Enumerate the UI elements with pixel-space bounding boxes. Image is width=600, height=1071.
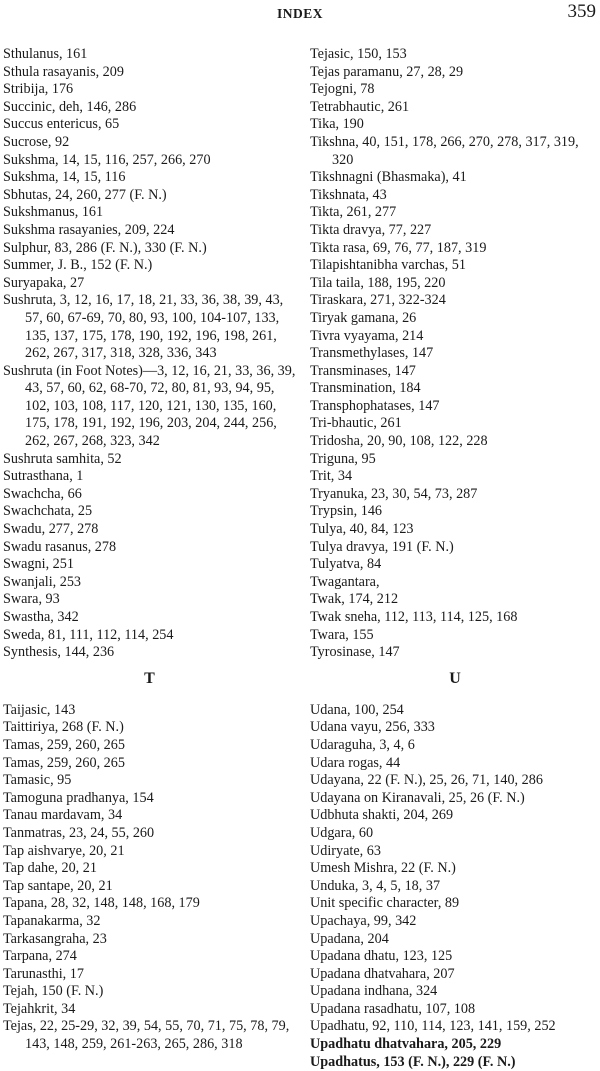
index-entry: Unduka, 3, 4, 5, 18, 37 (310, 877, 441, 894)
index-entry: Tyrosinase, 147 (310, 644, 400, 661)
index-entry: Swagni, 251 (3, 556, 74, 573)
index-entry: Sukshma rasayanies, 209, 224 (3, 221, 175, 238)
index-entry: Stribija, 176 (3, 81, 74, 98)
index-entry: Udana vayu, 256, 333 (310, 719, 435, 736)
index-entry: Twak sneha, 112, 113, 114, 125, 168 (310, 609, 518, 625)
index-entry: Tikshnata, 43 (310, 186, 387, 203)
index-entry: Swachcha, 66 (3, 485, 82, 502)
index-entry: Udiryate, 63 (310, 842, 381, 859)
index-entry: Tikshna, 40, 151, 178, 266, 270, 278, 317, 319, 320 (310, 133, 579, 168)
index-entry: Udayana on Kiranavali, 25, 26 (F. N.) (310, 789, 525, 806)
index-entry: Udayana, 22 (F. N.), 25, 26, 71, 140, 286 (310, 772, 543, 789)
index-entry: Swachchata, 25 (3, 503, 93, 520)
entries-s-list (3, 46, 296, 662)
index-entry: Twagantara, (310, 573, 380, 590)
index-entry: Sthulanus, 161 (3, 46, 88, 62)
index-entry: Tulyatva, 84 (310, 556, 382, 573)
index-entry: Tulya, 40, 84, 123 (310, 521, 414, 538)
index-entry: Tikta dravya, 77, 227 (310, 221, 432, 238)
index-entry: Upachaya, 99, 342 (310, 912, 417, 929)
index-entry: Tejas, 22, 25-29, 32, 39, 54, 55, 70, 71, 75, 78, 79, 143, 148, 259, 261-263, 265, 286, 318 (3, 1018, 290, 1053)
index-entry: Unit specific character, 89 (310, 895, 460, 912)
index-entry: Tika, 190 (310, 116, 364, 133)
index-entry: Tapanakarma, 32 (3, 912, 101, 929)
index-entry: Transphophatases, 147 (310, 397, 440, 414)
index-entry: Suryapaka, 27 (3, 274, 85, 291)
index-entry: Tikta rasa, 69, 76, 77, 187, 319 (310, 239, 487, 256)
index-entry: Tanmatras, 23, 24, 55, 260 (3, 824, 155, 841)
index-entry: Synthesis, 144, 236 (3, 644, 115, 661)
index-entry: Swadu, 277, 278 (3, 521, 99, 538)
index-entry: Summer, J. B., 152 (F. N.) (3, 257, 153, 274)
entries-t-continued-list (310, 46, 600, 662)
index-entry: Udbhuta shakti, 204, 269 (310, 807, 454, 824)
left-column (3, 46, 296, 1054)
index-entry: Tap santape, 20, 21 (3, 877, 113, 894)
index-entry: Tarpana, 274 (3, 948, 77, 965)
index-entry: Triguna, 95 (310, 450, 376, 467)
index-entry: Succinic, deh, 146, 286 (3, 98, 137, 115)
index-entry: Tamasic, 95 (3, 772, 72, 789)
index-entry: Tri-bhautic, 261 (310, 415, 402, 432)
index-entry: Tila taila, 188, 195, 220 (310, 274, 446, 291)
index-entry: Sukshma, 14, 15, 116, 257, 266, 270 (3, 151, 211, 168)
index-entry: Upadana rasadhatu, 107, 108 (310, 1000, 476, 1017)
section-heading-u: U (449, 669, 461, 687)
index-entry: Sbhutas, 24, 260, 277 (F. N.) (3, 186, 167, 203)
index-entry: Trypsin, 146 (310, 503, 383, 520)
index-entry: Udgara, 60 (310, 824, 374, 841)
index-entry: Sukshma, 14, 15, 116 (3, 169, 126, 186)
index-entry: Upadana dhatu, 123, 125 (310, 948, 453, 965)
index-entry: Sucrose, 92 (3, 133, 70, 150)
index-entry: Tulya dravya, 191 (F. N.) (310, 538, 454, 555)
index-entry: Upadhatu, 92, 110, 114, 123, 141, 159, 252 (310, 1018, 556, 1035)
index-entry: Twak, 174, 212 (310, 591, 399, 608)
index-entry: Tikta, 261, 277 (310, 204, 397, 221)
index-entry: Transmethylases, 147 (310, 345, 434, 362)
index-entry: Tejogni, 78 (310, 81, 375, 98)
index-entry: Umesh Mishra, 22 (F. N.) (310, 860, 456, 877)
index-entry: Tiryak gamana, 26 (310, 309, 417, 326)
index-entry: Tejasic, 150, 153 (310, 46, 407, 62)
index-entry: Upadhatus, 153 (F. N.), 229 (F. N.) (310, 1053, 516, 1070)
index-entry: Tryanuka, 23, 30, 54, 73, 287 (310, 485, 478, 502)
index-entry: Upadana indhana, 324 (310, 983, 438, 1000)
index-entry: Tarkasangraha, 23 (3, 930, 107, 947)
index-entry: Transminases, 147 (310, 362, 416, 379)
index-entry: Tanau mardavam, 34 (3, 807, 123, 824)
index-entry: Swanjali, 253 (3, 573, 82, 590)
index-entry: Tilapishtanibha varchas, 51 (310, 257, 466, 274)
index-entry: Sthula rasayanis, 209 (3, 63, 124, 80)
index-entry: Sushruta, 3, 12, 16, 17, 18, 21, 33, 36, 38, 39, 43, 57, 60, 67-69, 70, 80, 93, 100, 104-107, 133, 135, 137, 175, 178, 190, 192, 196, 198, 261, 262, 267, 317, 318, 328, 336, 343 (3, 292, 284, 362)
index-entry: Tiraskara, 271, 322-324 (310, 292, 446, 309)
index-entry: Sukshmanus, 161 (3, 204, 104, 221)
right-column (310, 46, 600, 1071)
index-entry: Taijasic, 143 (3, 701, 76, 718)
index-entry: Tejah, 150 (F. N.) (3, 983, 104, 1000)
index-entry: Tamas, 259, 260, 265 (3, 736, 125, 753)
index-entry: Swadu rasanus, 278 (3, 538, 117, 555)
index-entry: Twara, 155 (310, 626, 374, 643)
index-entry: Tivra vyayama, 214 (310, 327, 424, 344)
index-entry: Tarunasthi, 17 (3, 965, 84, 982)
index-entry: Udara rogas, 44 (310, 754, 401, 771)
index-entry: Udana, 100, 254 (310, 701, 404, 718)
index-entry: Tap dahe, 20, 21 (3, 860, 97, 877)
index-entry: Sutrasthana, 1 (3, 468, 84, 485)
index-entry: Sweda, 81, 111, 112, 114, 254 (3, 626, 174, 643)
page-number: 359 (567, 1, 596, 22)
index-entry: Sulphur, 83, 286 (F. N.), 330 (F. N.) (3, 239, 207, 256)
section-heading-t: T (144, 669, 155, 687)
index-entry: Transmination, 184 (310, 380, 421, 397)
index-entry: Tetrabhautic, 261 (310, 98, 410, 115)
index-entry: Upadhatu dhatvahara, 205, 229 (310, 1036, 502, 1053)
index-entry: Succus entericus, 65 (3, 116, 120, 133)
index-entry: Swara, 93 (3, 591, 60, 608)
index-entry: Trit, 34 (310, 468, 353, 485)
index-entry: Sushruta samhita, 52 (3, 450, 122, 467)
index-entry: Udaraguha, 3, 4, 6 (310, 736, 415, 753)
index-entry: Taittiriya, 268 (F. N.) (3, 719, 124, 736)
running-header: INDEX (276, 6, 323, 21)
index-entry: Swastha, 342 (3, 609, 79, 625)
entries-t-list (3, 702, 296, 1054)
index-entry: Upadana dhatvahara, 207 (310, 965, 455, 982)
index-entry: Tikshnagni (Bhasmaka), 41 (310, 169, 467, 186)
index-entry: Tejas paramanu, 27, 28, 29 (310, 63, 464, 80)
index-entry: Tapana, 28, 32, 148, 148, 168, 179 (3, 895, 200, 912)
index-entry: Tejahkrit, 34 (3, 1000, 76, 1017)
entries-u-list (310, 702, 600, 1071)
index-entry: Upadana, 204 (310, 930, 389, 947)
index-entry: Tridosha, 20, 90, 108, 122, 228 (310, 433, 488, 450)
index-entry: Sushruta (in Foot Notes)—3, 12, 16, 21, 33, 36, 39, 43, 57, 60, 62, 68-70, 72, 80, 81, 93, 94, 95, 102, 103, 108, 117, 120, 121, 130, 135, 160, 175, 178, 191, 192, 196, 203, 204, 244, 256, 262, 267, 268, 323, 342 (3, 362, 296, 450)
index-entry: Tamas, 259, 260, 265 (3, 754, 125, 771)
index-entry: Tamoguna pradhanya, 154 (3, 789, 154, 806)
index-entry: Tap aishvarye, 20, 21 (3, 842, 125, 859)
